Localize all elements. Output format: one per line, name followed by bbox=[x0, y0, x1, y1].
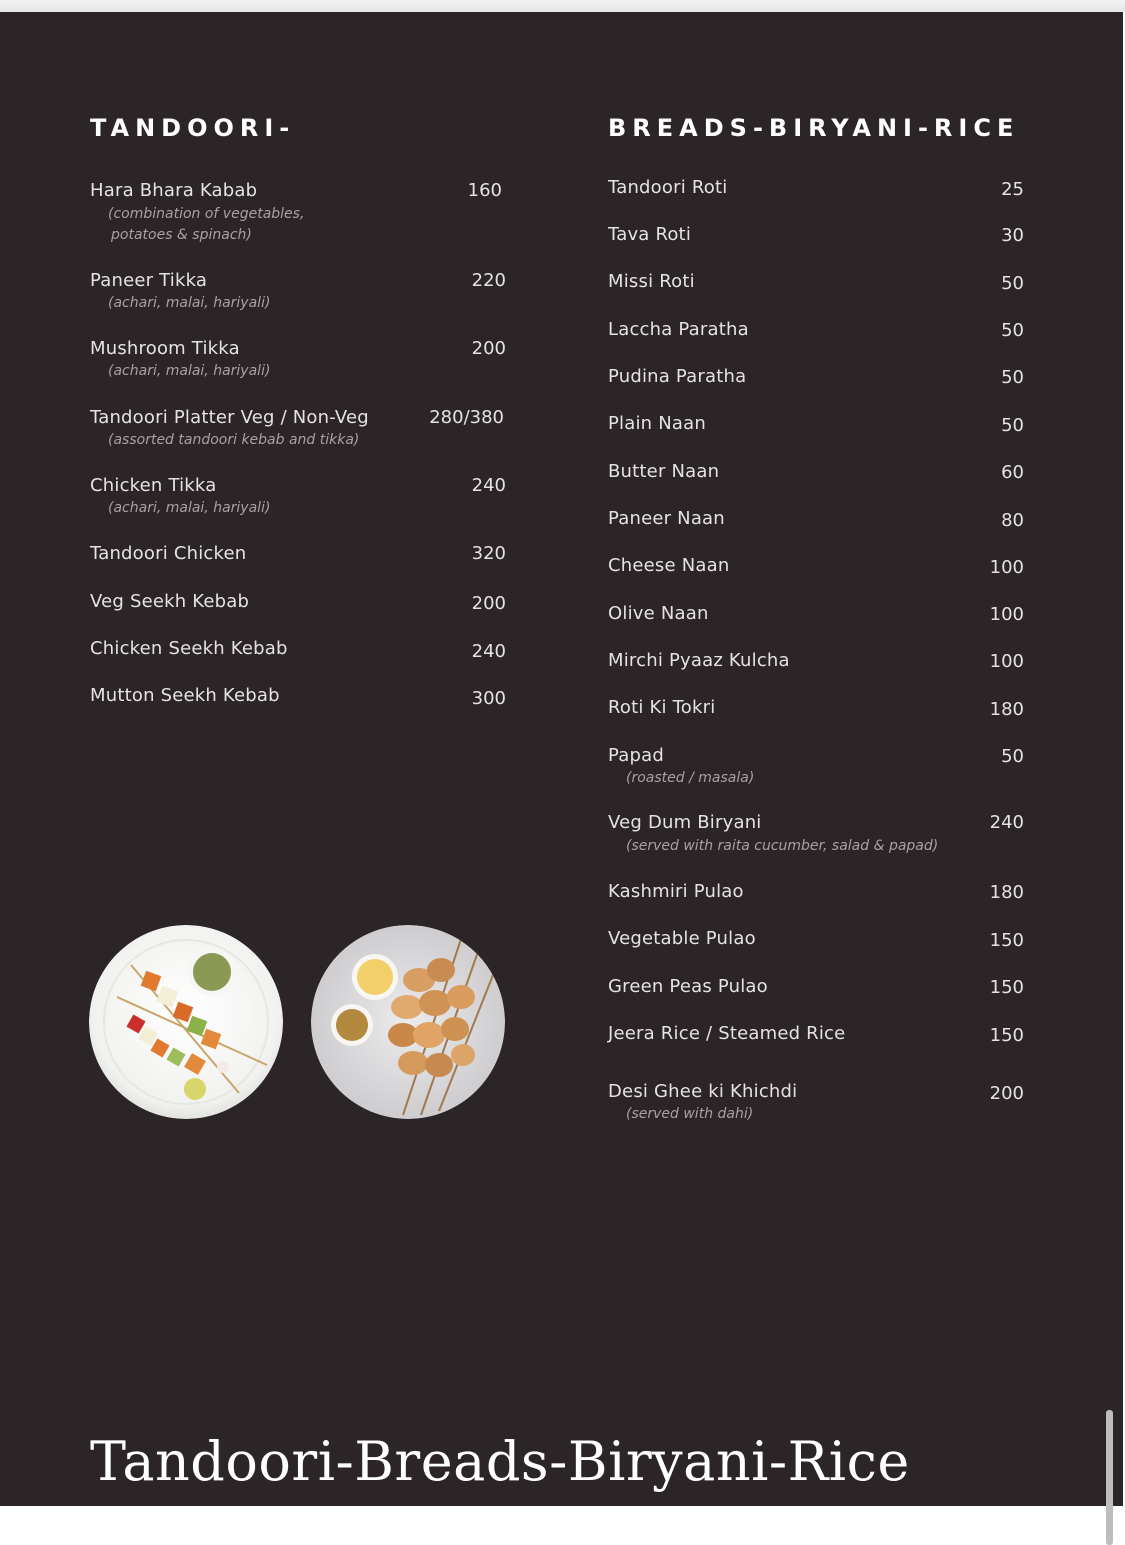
item-price: 180 bbox=[989, 699, 1024, 720]
item-name: Papad bbox=[608, 745, 664, 766]
page-footer-title: Tandoori-Breads-Biryani-Rice bbox=[90, 1430, 910, 1493]
item-description: (combination of vegetables, bbox=[108, 206, 305, 222]
item-price: 100 bbox=[989, 604, 1024, 625]
item-price: 50 bbox=[1001, 746, 1024, 767]
item-name: Paneer Naan bbox=[608, 508, 725, 529]
item-price: 100 bbox=[989, 557, 1024, 578]
item-name: Laccha Paratha bbox=[608, 319, 749, 340]
item-name: Cheese Naan bbox=[608, 555, 730, 576]
item-price: 240 bbox=[471, 641, 506, 662]
item-price: 50 bbox=[1001, 415, 1024, 436]
item-name: Plain Naan bbox=[608, 413, 706, 434]
item-description: (served with raita cucumber, salad & papad) bbox=[626, 838, 939, 854]
breads-section-title: BREADS-BIRYANI-RICE bbox=[608, 114, 1020, 142]
item-name: Kashmiri Pulao bbox=[608, 881, 744, 902]
item-price: 200 bbox=[471, 338, 506, 359]
item-price: 50 bbox=[1001, 320, 1024, 341]
menu-page bbox=[0, 12, 1123, 1506]
item-price: 150 bbox=[989, 930, 1024, 951]
item-name: Mirchi Pyaaz Kulcha bbox=[608, 650, 790, 671]
item-price: 30 bbox=[1001, 225, 1024, 246]
paneer-tikka-illustration bbox=[89, 925, 283, 1119]
item-price: 240 bbox=[989, 812, 1024, 833]
item-price: 100 bbox=[989, 651, 1024, 672]
item-name: Pudina Paratha bbox=[608, 366, 747, 387]
paneer-tikka-plate-image bbox=[89, 925, 283, 1119]
item-name: Veg Seekh Kebab bbox=[90, 591, 250, 612]
item-name: Butter Naan bbox=[608, 461, 720, 482]
item-name: Vegetable Pulao bbox=[608, 928, 756, 949]
item-description: (roasted / masala) bbox=[626, 770, 755, 786]
item-price: 280/380 bbox=[429, 407, 504, 428]
item-name: Olive Naan bbox=[608, 603, 709, 624]
chicken-tikka-illustration bbox=[311, 925, 505, 1119]
item-description: (achari, malai, hariyali) bbox=[108, 500, 271, 516]
item-name: Veg Dum Biryani bbox=[608, 812, 762, 833]
item-price: 25 bbox=[1001, 179, 1024, 200]
item-name: Tandoori Roti bbox=[608, 177, 728, 198]
item-description: potatoes & spinach) bbox=[111, 227, 252, 243]
item-name: Mutton Seekh Kebab bbox=[90, 685, 280, 706]
item-price: 80 bbox=[1001, 510, 1024, 531]
item-name: Chicken Tikka bbox=[90, 475, 217, 496]
bottom-edge bbox=[0, 1506, 1125, 1545]
item-name: Jeera Rice / Steamed Rice bbox=[608, 1023, 846, 1044]
item-price: 60 bbox=[1001, 462, 1024, 483]
item-name: Mushroom Tikka bbox=[90, 338, 240, 359]
top-edge bbox=[0, 0, 1125, 12]
item-name: Missi Roti bbox=[608, 271, 695, 292]
item-description: (achari, malai, hariyali) bbox=[108, 363, 271, 379]
item-description: (assorted tandoori kebab and tikka) bbox=[108, 432, 360, 448]
item-price: 200 bbox=[471, 593, 506, 614]
item-price: 160 bbox=[467, 180, 502, 201]
item-price: 150 bbox=[989, 977, 1024, 998]
item-price: 50 bbox=[1001, 367, 1024, 388]
item-name: Green Peas Pulao bbox=[608, 976, 768, 997]
item-price: 180 bbox=[989, 882, 1024, 903]
item-name: Hara Bhara Kabab bbox=[90, 180, 258, 201]
item-price: 240 bbox=[471, 475, 506, 496]
item-price: 200 bbox=[989, 1083, 1024, 1104]
item-name: Paneer Tikka bbox=[90, 270, 208, 291]
item-price: 320 bbox=[471, 543, 506, 564]
tandoori-section-title: TANDOORI- bbox=[90, 114, 296, 142]
scrollbar[interactable] bbox=[1106, 1410, 1113, 1545]
item-price: 300 bbox=[471, 688, 506, 709]
item-name: Chicken Seekh Kebab bbox=[90, 638, 288, 659]
chicken-tikka-plate-image bbox=[311, 925, 505, 1119]
item-price: 50 bbox=[1001, 273, 1024, 294]
item-name: Tandoori Chicken bbox=[90, 543, 247, 564]
item-price: 150 bbox=[989, 1025, 1024, 1046]
item-description: (served with dahi) bbox=[626, 1106, 754, 1122]
item-name: Tandoori Platter Veg / Non-Veg bbox=[90, 407, 369, 428]
item-name: Tava Roti bbox=[608, 224, 692, 245]
item-name: Roti Ki Tokri bbox=[608, 697, 716, 718]
item-name: Desi Ghee ki Khichdi bbox=[608, 1081, 798, 1102]
item-price: 220 bbox=[471, 270, 506, 291]
item-description: (achari, malai, hariyali) bbox=[108, 295, 271, 311]
